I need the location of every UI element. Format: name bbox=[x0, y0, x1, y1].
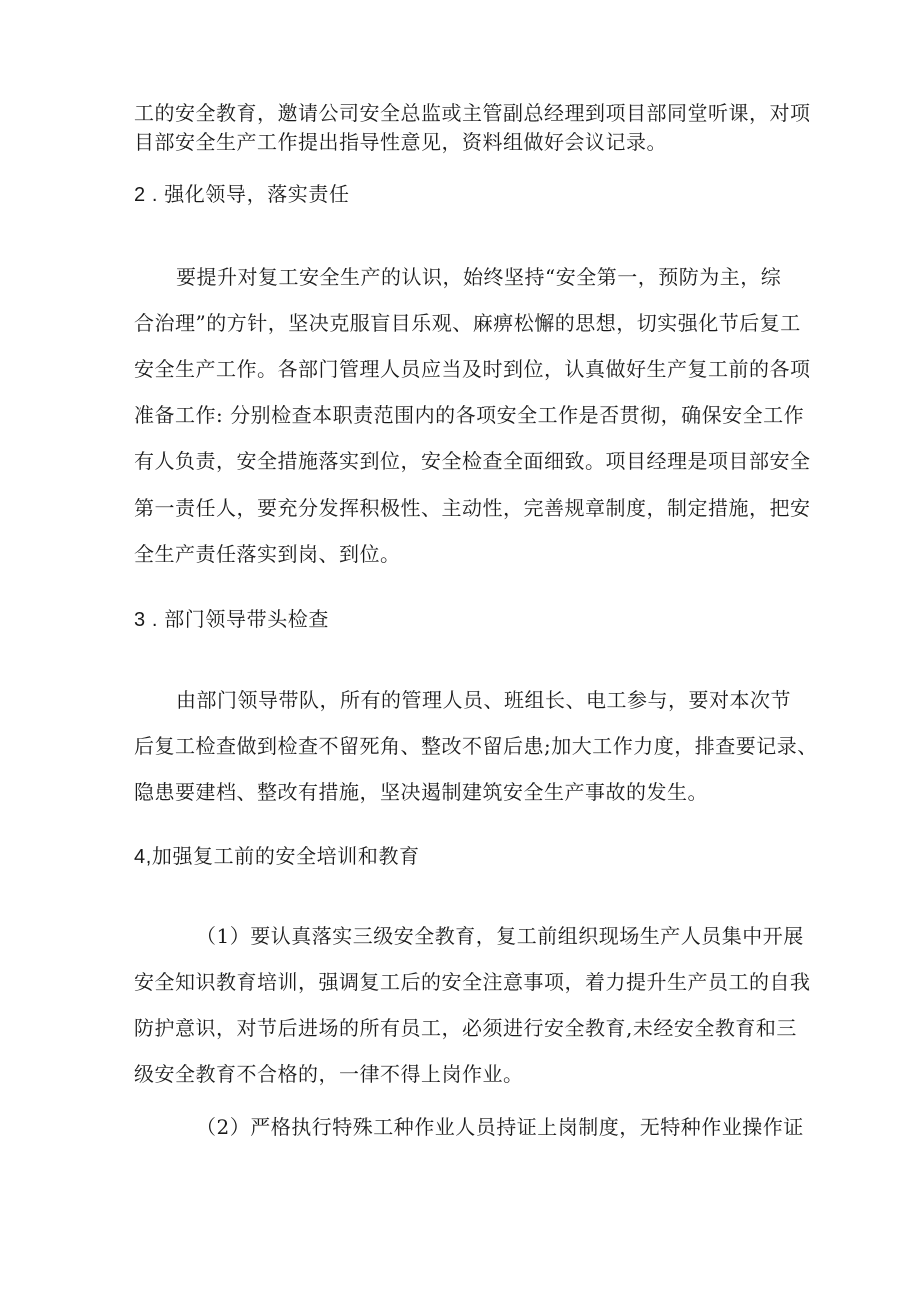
paragraph-2-line-1: 要提升对复工安全生产的认识，始终坚持“安全第一，预防为主，综 bbox=[176, 265, 782, 289]
paragraph-4-line-1: （1）要认真落实三级安全教育，复工前组织现场生产人员集中开展 bbox=[196, 924, 804, 948]
paragraph-1-line-1: 工的安全教育，邀请公司安全总监或主管副总经理到项目部同堂听课，对项 bbox=[134, 101, 811, 125]
section-heading-2: 2 . 强化领导，落实责任 bbox=[134, 184, 350, 206]
paragraph-3-line-3: 隐患要建档、整改有措施，坚决遏制建筑安全生产事故的发生。 bbox=[134, 780, 708, 804]
paragraph-5-line-1: （2）严格执行特殊工种作业人员持证上岗制度，无特种作业操作证 bbox=[196, 1115, 804, 1139]
paragraph-4-line-4: 级安全教育不合格的，一律不得上岗作业。 bbox=[134, 1062, 524, 1086]
paragraph-2-line-5: 有人负责，安全措施落实到位，安全检查全面细致。项目经理是项目部安全 bbox=[134, 449, 811, 473]
paragraph-1-line-2: 目部安全生产工作提出指导性意见，资料组做好会议记录。 bbox=[134, 130, 667, 154]
paragraph-4-line-2: 安全知识教育培训，强调复工后的安全注意事项，着力提升生产员工的自我 bbox=[134, 970, 811, 994]
paragraph-2-line-7: 全生产责任落实到岗、到位。 bbox=[134, 542, 401, 566]
paragraph-3-line-1: 由部门领导带队，所有的管理人员、班组长、电工参与，要对本次节 bbox=[176, 688, 791, 712]
section-heading-4: 4,加强复工前的安全培训和教育 bbox=[134, 846, 420, 868]
paragraph-3-line-2: 后复工检查做到检查不留死角、整改不留后患;加大工作力度，排查要记录、 bbox=[134, 734, 818, 758]
paragraph-2-line-4: 准备工作: 分别检查本职责范围内的各项安全工作是否贯彻，确保安全工作 bbox=[134, 403, 805, 427]
paragraph-2-line-3: 安全生产工作。各部门管理人员应当及时到位，认真做好生产复工前的各项 bbox=[134, 357, 811, 381]
paragraph-2-line-6: 第一责任人，要充分发挥积极性、主动性，完善规章制度，制定措施，把安 bbox=[134, 496, 811, 520]
paragraph-2-line-2: 合治理”的方针，坚决克服盲目乐观、麻痹松懈的思想，切实强化节后复工 bbox=[134, 311, 801, 335]
paragraph-4-line-3: 防护意识，对节后进场的所有员工，必须进行安全教育,未经安全教育和三 bbox=[134, 1016, 797, 1040]
section-heading-3: 3 . 部门领导带头检查 bbox=[134, 609, 329, 631]
